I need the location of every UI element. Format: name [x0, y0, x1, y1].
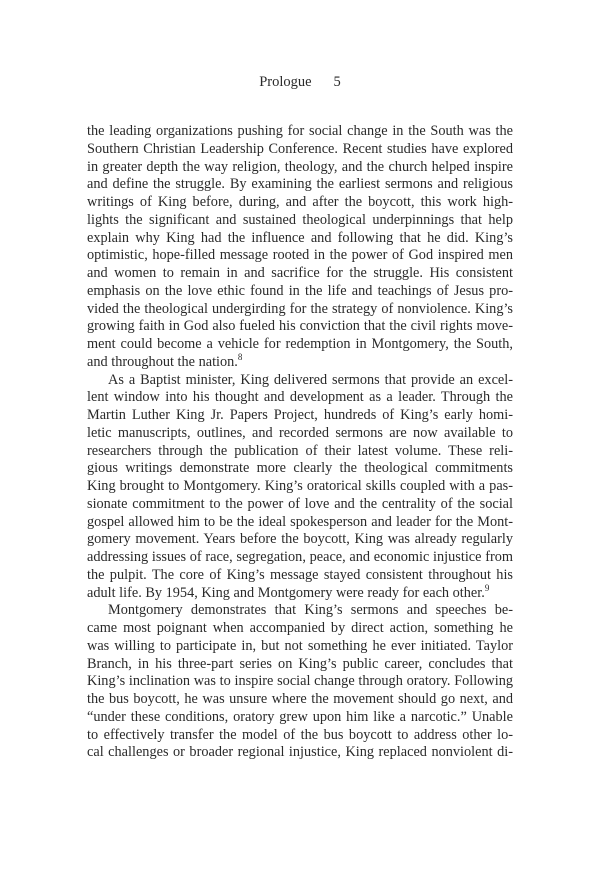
line-text: the leading organizations pushing for social change in the South was the	[87, 123, 513, 139]
text-line	[87, 230, 513, 248]
text-line	[87, 141, 513, 159]
text-line	[87, 318, 513, 336]
text-line	[87, 691, 513, 709]
text-line	[87, 496, 513, 514]
line-text: gomery movement. Years before the boycott, King was already regularly	[87, 531, 513, 548]
text-line	[87, 514, 513, 532]
text-line	[87, 531, 513, 549]
line-text: Montgomery demonstrates that King’s sermons and speeches be-	[108, 602, 513, 619]
text-line	[87, 372, 513, 390]
line-text: researchers through the publication of their latest volume. These reli-	[87, 442, 513, 459]
text-line	[87, 351, 513, 372]
line-text: the bus boycott, he was unsure where the movement should go next, and	[87, 691, 513, 707]
line-text: optimistic, hope-filled message rooted in the power of God inspired men	[87, 247, 513, 264]
line-text: and throughout the nation.	[87, 353, 238, 370]
line-text: King brought to Montgomery. King’s oratorical skills coupled with a pas-	[87, 478, 513, 494]
text-line	[87, 549, 513, 567]
line-text: As a Baptist minister, King delivered sermons that provide an excel-	[108, 371, 513, 388]
line-text: ment could become a vehicle for redemption in Montgomery, the South,	[87, 336, 513, 352]
text-line	[87, 478, 513, 496]
text-line	[87, 460, 513, 478]
line-text: gospel allowed him to be the ideal spokesperson and leader for the Mont-	[87, 513, 513, 530]
text-line	[87, 123, 513, 141]
line-text: growing faith in God also fueled his conviction that the civil rights move-	[87, 318, 513, 335]
text-line	[87, 443, 513, 461]
text-line	[87, 247, 513, 265]
footnote-marker: 8	[237, 351, 243, 362]
line-text: to effectively transfer the model of the bus boycott to address other lo-	[87, 726, 513, 743]
running-header	[0, 74, 600, 91]
line-text: Martin Luther King Jr. Papers Project, hundreds of King’s early homi-	[87, 407, 513, 423]
line-text: cal challenges or broader regional injustice, King replaced nonviolent di-	[87, 744, 513, 761]
text-line	[87, 727, 513, 745]
line-text: in greater depth the way religion, theology, and the church helped inspire	[87, 158, 513, 175]
text-line	[87, 567, 513, 585]
text-line	[87, 212, 513, 230]
text-line	[87, 602, 513, 620]
line-text: Branch, in his three-part series on King’s public career, concludes that	[87, 655, 513, 672]
line-text: the pulpit. The core of King’s message stayed consistent throughout his	[87, 566, 513, 583]
text-line	[87, 389, 513, 407]
line-text: vided the theological undergirding for the strategy of nonviolence. King’s	[87, 300, 513, 317]
line-text: emphasis on the love ethic found in the life and teachings of Jesus pro-	[87, 282, 513, 299]
line-text: was willing to participate in, but not something he ever initiated. Taylor	[87, 637, 513, 654]
body-text	[87, 123, 513, 762]
page-number: 5	[333, 74, 341, 90]
text-line	[87, 301, 513, 319]
text-line	[87, 582, 513, 603]
line-text: Southern Christian Leadership Conference. Recent studies have explored	[87, 140, 513, 157]
line-text: addressing issues of race, segregation, peace, and economic injustice from	[87, 549, 513, 565]
text-line	[87, 159, 513, 177]
line-text: lights the significant and sustained theological underpinnings that help	[87, 211, 513, 228]
footnote-marker: 9	[484, 582, 490, 593]
text-line	[87, 283, 513, 301]
line-text: came most poignant when accompanied by direct action, something he	[87, 620, 513, 636]
text-line	[87, 620, 513, 638]
text-line	[87, 709, 513, 727]
line-text: sionate commitment to the power of love and the centrality of the social	[87, 495, 513, 512]
line-text: lent window into his thought and development as a leader. Through the	[87, 389, 513, 406]
text-line	[87, 176, 513, 194]
line-text: King’s inclination was to inspire social change through oratory. Following	[87, 673, 513, 690]
line-text: and women to remain in and sacrifice for the struggle. His consistent	[87, 265, 513, 281]
line-text: explain why King had the influence and following that he did. King’s	[87, 229, 513, 246]
text-line	[87, 744, 513, 762]
text-line	[87, 336, 513, 354]
line-text: adult life. By 1954, King and Montgomery were ready for each other.	[87, 584, 485, 601]
text-line	[87, 673, 513, 691]
line-text: and define the struggle. By examining the earliest sermons and religious	[87, 176, 513, 193]
text-line	[87, 656, 513, 674]
text-line	[87, 407, 513, 425]
line-text: writings of King before, during, and after the boycott, this work high-	[87, 194, 513, 210]
line-text: letic manuscripts, outlines, and recorded sermons are now available to	[87, 424, 513, 441]
line-text: “under these conditions, oratory grew upon him like a narcotic.” Unable	[87, 708, 513, 725]
text-line	[87, 425, 513, 443]
text-line	[87, 638, 513, 656]
chapter-title: Prologue	[259, 74, 312, 90]
line-text: gious writings demonstrate more clearly the theological commitments	[87, 460, 513, 477]
text-line	[87, 265, 513, 283]
text-line	[87, 194, 513, 212]
